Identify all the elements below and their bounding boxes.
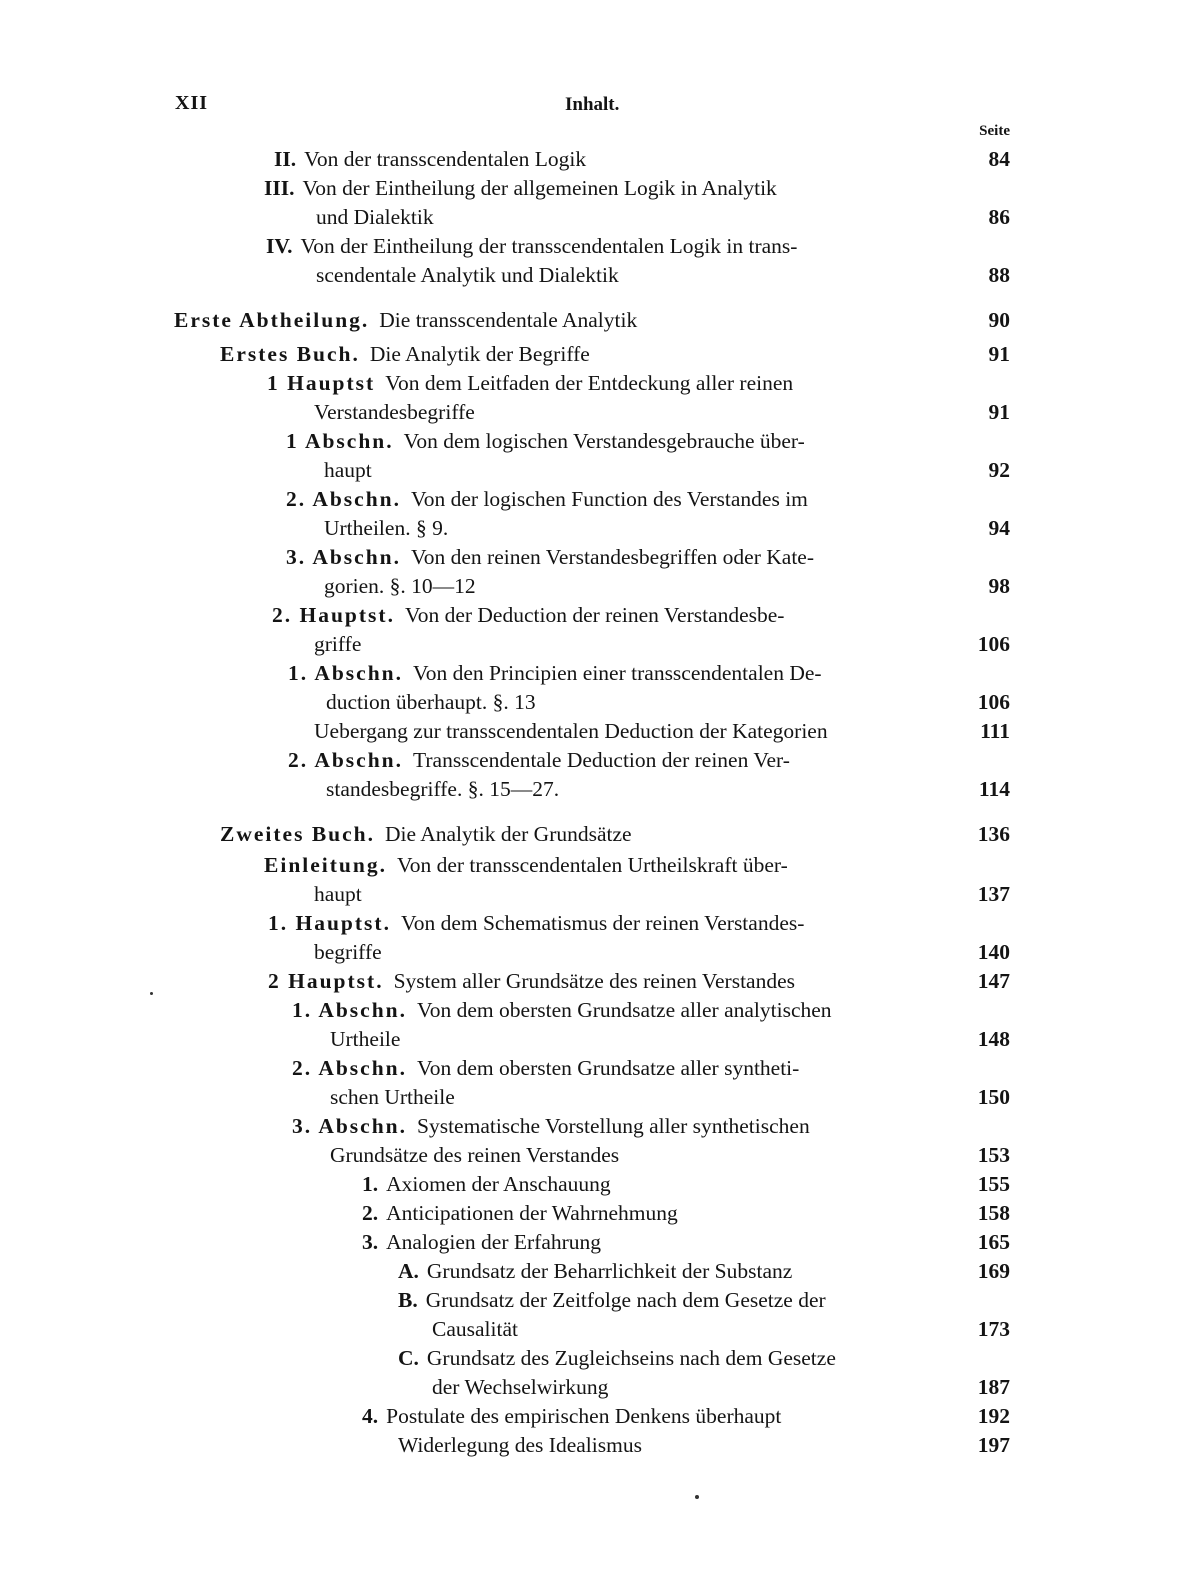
toc-section-label: Erste Abtheilung.	[174, 308, 370, 332]
toc-entry-text-group	[326, 688, 536, 716]
toc-entry-text-group	[220, 820, 632, 848]
toc-page-number: 114	[978, 777, 1010, 801]
dot-leader	[633, 1141, 952, 1169]
toc-entry	[362, 1199, 1010, 1227]
running-title: Inhalt.	[565, 94, 620, 115]
toc-entry-title: Grundsatz des Zugleichseins nach dem Gesetze	[426, 1346, 836, 1370]
toc-entry	[286, 427, 805, 455]
toc-section-label: 2. Abschn.	[288, 748, 403, 772]
toc-entry-title: begriffe	[314, 940, 382, 964]
toc-entry-title: Von der transscendentalen Urtheilskraft über-	[396, 853, 788, 877]
toc-entry-title: griffe	[314, 632, 362, 656]
toc-entry	[220, 820, 1010, 848]
toc-entry-title: Von den reinen Verstandesbegriffen oder Kate-	[411, 545, 814, 569]
toc-entry-title: scendentale Analytik und Dialektik	[316, 263, 619, 287]
toc-entry-text-group	[292, 996, 832, 1024]
toc-section-label: Einleitung.	[264, 853, 387, 877]
toc-entry-text-group	[264, 174, 777, 202]
toc-entry-text-group	[326, 775, 559, 803]
toc-entry-text-group	[268, 909, 804, 937]
toc-entry-title: Causalität	[432, 1317, 518, 1341]
toc-entry-text-group	[314, 717, 828, 745]
toc-entry-number: 1.	[362, 1172, 379, 1196]
dot-leader	[376, 880, 952, 908]
toc-page-number: 90	[988, 308, 1010, 332]
toc-entry-text-group	[362, 1402, 781, 1430]
toc-page-number: 137	[977, 882, 1010, 906]
toc-entry-title: haupt	[314, 882, 362, 906]
toc-page-number: 169	[977, 1259, 1010, 1283]
toc-entry-title: Anticipationen der Wahrnehmung	[386, 1201, 678, 1225]
toc-entry	[264, 174, 777, 202]
toc-entry-text-group	[266, 232, 797, 260]
dot-leader	[490, 572, 952, 600]
toc-entry-text-group	[286, 485, 808, 513]
toc-entry-title: Von dem Leitfaden der Entdeckung aller reinen	[385, 371, 794, 395]
toc-entry	[314, 880, 1010, 908]
dot-leader	[448, 203, 952, 231]
toc-entry-title: Von dem Schematismus der reinen Verstandes-	[400, 911, 805, 935]
toc-page-number: 86	[988, 205, 1010, 229]
toc-page-number: 84	[988, 147, 1010, 171]
toc-entry	[288, 659, 822, 687]
dot-leader	[625, 1170, 952, 1198]
toc-entry	[362, 1170, 1010, 1198]
dot-leader	[532, 1315, 952, 1343]
toc-entry-title: Von dem logischen Verstandesgebrauche über-	[403, 429, 805, 453]
toc-entry-text-group	[220, 340, 590, 368]
toc-page-number: 192	[977, 1404, 1010, 1428]
dot-leader	[375, 630, 952, 658]
toc-entry-title: Die Analytik der Begriffe	[369, 342, 590, 366]
toc-entry	[274, 145, 1010, 173]
toc-entry-text-group	[272, 601, 784, 629]
toc-entry-number: A.	[398, 1259, 419, 1283]
toc-page-number: 148	[977, 1027, 1010, 1051]
toc-entry-title: Grundsätze des reinen Verstandes	[330, 1143, 620, 1167]
toc-entry-number: 3.	[362, 1230, 379, 1254]
toc-page-number: 155	[977, 1172, 1010, 1196]
toc-section-label: 3. Abschn.	[292, 1114, 407, 1138]
toc-section-label: 1 Abschn.	[286, 429, 394, 453]
toc-entry	[286, 543, 814, 571]
toc-entry	[266, 232, 797, 260]
dot-leader	[795, 1402, 952, 1430]
toc-page-number: 173	[977, 1317, 1010, 1341]
toc-entry	[288, 746, 790, 774]
toc-page-number: 94	[988, 516, 1010, 540]
dot-leader	[806, 1257, 952, 1285]
toc-entry-title: Urtheilen. § 9.	[324, 516, 449, 540]
toc-entry-text-group	[286, 427, 805, 455]
toc-entry-title: Von der Eintheilung der allgemeinen Logik in Analytik	[302, 176, 777, 200]
dot-leader	[842, 717, 952, 745]
dot-leader	[615, 1228, 952, 1256]
toc-entry-title: Uebergang zur transscendentalen Deduction der Kategorien	[314, 719, 828, 743]
toc-entry-title: Von der Deduction der reinen Verstandesbe-	[404, 603, 785, 627]
toc-page-number: 92	[988, 458, 1010, 482]
toc-entry-title: Von der transscendentalen Logik	[304, 147, 587, 171]
toc-entry-text-group	[288, 659, 822, 687]
toc-entry-text-group	[316, 203, 434, 231]
toc-entry-text-group	[362, 1170, 611, 1198]
toc-section-label: 1 Hauptst	[267, 371, 376, 395]
toc-entry-text-group	[330, 1083, 455, 1111]
toc-entry-text-group	[288, 746, 790, 774]
toc-entry-text-group	[398, 1286, 826, 1314]
toc-entry-title: duction überhaupt. §. 13	[326, 690, 536, 714]
toc-entry-text-group	[314, 880, 362, 908]
toc-entry-title: Grundsatz der Beharrlichkeit der Substanz	[426, 1259, 793, 1283]
toc-entry-title: Systematische Vorstellung aller synthetischen	[417, 1114, 810, 1138]
toc-section-label: 1. Hauptst.	[268, 911, 391, 935]
toc-entry-title: Urtheile	[330, 1027, 401, 1051]
toc-entry-title: der Wechselwirkung	[432, 1375, 609, 1399]
toc-entry	[362, 1402, 1010, 1430]
toc-section-label: 2. Hauptst.	[272, 603, 395, 627]
toc-entry-text-group	[398, 1257, 792, 1285]
toc-entry	[272, 601, 784, 629]
dot-leader	[550, 688, 952, 716]
toc-entry	[292, 1112, 810, 1140]
toc-entry	[362, 1228, 1010, 1256]
toc-entry	[398, 1344, 836, 1372]
toc-page-number: 165	[977, 1230, 1010, 1254]
toc-entry	[324, 572, 1010, 600]
toc-entry	[264, 851, 788, 879]
toc-entry-text-group	[330, 1141, 619, 1169]
toc-entry	[316, 203, 1010, 231]
toc-entry	[330, 1083, 1010, 1111]
toc-entry-title: Grundsatz der Zeitfolge nach dem Gesetze der	[425, 1288, 826, 1312]
toc-page-number: 187	[977, 1375, 1010, 1399]
toc-entry-title: Verstandesbegriffe	[314, 400, 475, 424]
toc-entry-text-group	[324, 572, 476, 600]
toc-entry-text-group	[362, 1199, 678, 1227]
toc-entry-title: Axiomen der Anschauung	[386, 1172, 611, 1196]
toc-section-label: 2 Hauptst.	[268, 969, 384, 993]
toc-page-number: 150	[977, 1085, 1010, 1109]
toc-entry-number: III.	[264, 176, 295, 200]
toc-entry-text-group	[274, 145, 586, 173]
toc-entry-title: und Dialektik	[316, 205, 434, 229]
toc-entry-text-group	[324, 456, 372, 484]
toc-entry-text-group	[330, 1025, 400, 1053]
toc-entry	[268, 967, 1010, 995]
toc-section-label: 1. Abschn.	[292, 998, 407, 1022]
dot-leader	[396, 938, 952, 966]
toc-page-number: 158	[977, 1201, 1010, 1225]
toc-section-label: Erstes Buch.	[220, 342, 360, 366]
toc-entry-text-group	[314, 630, 361, 658]
toc-entry-text-group	[398, 1344, 836, 1372]
toc-entry-title: Von den Principien einer transscendentalen De-	[413, 661, 822, 685]
toc-page-number: 140	[977, 940, 1010, 964]
toc-entry	[326, 775, 1010, 803]
toc-entry-title: Von dem obersten Grundsatze aller analytischen	[417, 998, 832, 1022]
toc-entry-title: Analogien der Erfahrung	[386, 1230, 602, 1254]
page-column-label: Seite	[979, 123, 1010, 139]
dot-leader	[646, 820, 952, 848]
dot-leader	[489, 398, 952, 426]
toc-page-number: 91	[988, 400, 1010, 424]
toc-entry-text-group	[316, 261, 619, 289]
toc-entry-number: II.	[274, 147, 297, 171]
dot-leader	[462, 514, 952, 542]
toc-section-label: 2. Abschn.	[286, 487, 401, 511]
toc-entry-text-group	[292, 1054, 799, 1082]
toc-entry	[326, 688, 1010, 716]
toc-entry	[432, 1315, 1010, 1343]
toc-entry-text-group	[324, 514, 448, 542]
toc-entry	[267, 369, 793, 397]
toc-entry	[286, 485, 808, 513]
toc-entry	[268, 909, 804, 937]
toc-page-number: 111	[980, 719, 1010, 743]
toc-entry-title: Transscendentale Deduction der reinen Ver-	[413, 748, 790, 772]
dot-leader	[622, 1373, 952, 1401]
toc-entry-title: Die Analytik der Grundsätze	[385, 822, 632, 846]
toc-entry	[330, 1025, 1010, 1053]
toc-page-number: 91	[988, 342, 1010, 366]
toc-entry-number: B.	[398, 1288, 418, 1312]
toc-entry	[324, 456, 1010, 484]
dot-leader	[386, 456, 952, 484]
toc-entry-text-group	[174, 306, 637, 334]
toc-entry-number: 2.	[362, 1201, 379, 1225]
dot-leader	[633, 261, 952, 289]
toc-entry	[398, 1431, 1010, 1459]
toc-page-number: 88	[988, 263, 1010, 287]
dot-leader	[600, 145, 952, 173]
toc-entry-title: haupt	[324, 458, 372, 482]
toc-page-number: 136	[977, 822, 1010, 846]
toc-entry	[314, 630, 1010, 658]
toc-entry-title: standesbegriffe. §. 15—27.	[326, 777, 560, 801]
toc-entry-text-group	[264, 851, 788, 879]
toc-entry-title: System aller Grundsätze des reinen Verstandes	[393, 969, 795, 993]
toc-entry-title: schen Urtheile	[330, 1085, 455, 1109]
toc-entry	[432, 1373, 1010, 1401]
print-speck	[695, 1495, 699, 1499]
dot-leader	[656, 1431, 952, 1459]
toc-entry-title: Die transscendentale Analytik	[379, 308, 638, 332]
toc-section-label: 1. Abschn.	[288, 661, 403, 685]
toc-entry-text-group	[432, 1373, 608, 1401]
toc-entry	[324, 514, 1010, 542]
toc-entry-text-group	[314, 938, 382, 966]
toc-entry	[316, 261, 1010, 289]
page-number: XII	[175, 92, 209, 114]
toc-entry-text-group	[292, 1112, 810, 1140]
toc-entry	[330, 1141, 1010, 1169]
toc-entry-number: 4.	[362, 1404, 379, 1428]
toc-entry	[292, 1054, 799, 1082]
dot-leader	[573, 775, 952, 803]
toc-entry	[314, 717, 1010, 745]
toc-entry-text-group	[398, 1431, 642, 1459]
toc-entry	[398, 1257, 1010, 1285]
toc-page-number: 106	[977, 690, 1010, 714]
toc-entry	[174, 306, 1010, 334]
toc-entry	[398, 1286, 826, 1314]
toc-entry-text-group	[432, 1315, 518, 1343]
dot-leader	[692, 1199, 952, 1227]
dot-leader	[414, 1025, 952, 1053]
toc-entry-text-group	[268, 967, 795, 995]
toc-entry-title: Postulate des empirischen Denkens überhaupt	[386, 1404, 782, 1428]
dot-leader	[604, 340, 952, 368]
toc-entry-number: IV.	[266, 234, 293, 258]
toc-page-number: 147	[977, 969, 1010, 993]
toc-entry-title: gorien. §. 10—12	[324, 574, 476, 598]
toc-section-label: 2. Abschn.	[292, 1056, 407, 1080]
toc-entry-text-group	[267, 369, 793, 397]
toc-page-number: 98	[988, 574, 1010, 598]
toc-entry	[292, 996, 832, 1024]
toc-entry-title: Von der logischen Function des Verstandes im	[411, 487, 808, 511]
print-speck	[150, 992, 153, 995]
dot-leader	[469, 1083, 952, 1111]
toc-page-number: 197	[977, 1433, 1010, 1457]
toc-entry-text-group	[286, 543, 814, 571]
toc-entry	[220, 340, 1010, 368]
toc-section-label: Zweites Buch.	[220, 822, 375, 846]
toc-page-number: 106	[977, 632, 1010, 656]
toc-entry-text-group	[314, 398, 475, 426]
toc-entry-number: C.	[398, 1346, 419, 1370]
toc-entry-title: Von der Eintheilung der transscendentalen Logik in trans-	[300, 234, 798, 258]
dot-leader	[651, 306, 952, 334]
dot-leader	[809, 967, 952, 995]
toc-entry-title: Von dem obersten Grundsatze aller syntheti-	[417, 1056, 800, 1080]
toc-section-label: 3. Abschn.	[286, 545, 401, 569]
toc-entry	[314, 938, 1010, 966]
toc-page-number: 153	[977, 1143, 1010, 1167]
toc-entry-title: Widerlegung des Idealismus	[398, 1433, 642, 1457]
toc-entry-text-group	[362, 1228, 601, 1256]
toc-entry	[314, 398, 1010, 426]
